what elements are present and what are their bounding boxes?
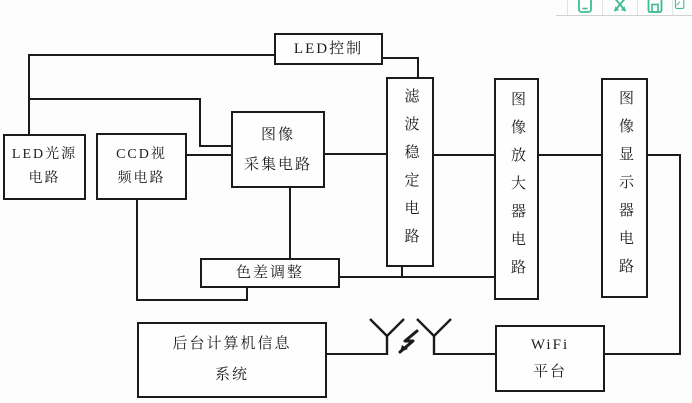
connector	[539, 154, 601, 156]
connector	[340, 276, 495, 278]
block-label: 滤波稳定电路	[402, 88, 419, 256]
antenna-right-icon	[417, 319, 451, 355]
connector	[434, 154, 494, 156]
connector	[417, 57, 419, 77]
save-icon[interactable]	[637, 0, 672, 15]
block-label-line1: 图像	[260, 126, 295, 143]
connector	[28, 54, 274, 56]
block-label-line2: 系统	[214, 367, 249, 383]
block-led-control	[274, 33, 383, 65]
block-label-line1: WiFi	[530, 336, 570, 353]
block-image-amplifier	[494, 78, 539, 300]
toolbar-divider	[556, 15, 692, 16]
connector	[187, 154, 231, 156]
block-label-line1: 后台计算机信息	[172, 336, 292, 352]
block-label: 色差调整	[235, 265, 304, 281]
block-backend-computer	[137, 322, 327, 398]
block-image-capture	[231, 111, 325, 188]
collapse-arrows-icon[interactable]	[602, 0, 637, 15]
block-label-line2: 频电路	[117, 170, 166, 186]
connector	[28, 54, 30, 135]
block-label-line1: LED光源	[11, 147, 78, 162]
block-label-line2: 采集电路	[243, 156, 312, 173]
connector	[679, 154, 681, 355]
antenna-left-icon	[370, 319, 404, 355]
wireless-bolt-icon	[400, 331, 417, 352]
wireless-link-graphic	[360, 315, 462, 357]
connector	[199, 98, 201, 147]
block-label: LED控制	[293, 41, 364, 57]
block-label-line2: 电路	[28, 171, 61, 186]
connector	[648, 154, 681, 156]
block-label: 图像显示器电路	[617, 90, 633, 286]
clipped-icon[interactable]	[672, 0, 685, 15]
connector	[383, 57, 419, 59]
block-label: 图像放大器电路	[509, 91, 525, 287]
block-wifi-platform	[495, 325, 605, 392]
block-label-line1: CCD视	[116, 146, 167, 162]
connector	[28, 98, 201, 100]
block-label-line2: 平台	[532, 363, 567, 380]
connector	[246, 288, 248, 301]
block-ccd-video	[96, 133, 187, 200]
browser-toolbar	[567, 0, 685, 15]
connector	[605, 353, 681, 355]
connector	[199, 145, 231, 147]
connector	[136, 299, 248, 301]
block-filter-stabilize	[386, 77, 434, 267]
phone-icon[interactable]	[567, 0, 602, 15]
connector	[289, 188, 291, 258]
connector	[136, 200, 138, 301]
block-color-adjust	[200, 258, 340, 288]
block-image-display	[601, 78, 648, 298]
block-led-source	[3, 134, 86, 200]
connector	[325, 153, 386, 155]
